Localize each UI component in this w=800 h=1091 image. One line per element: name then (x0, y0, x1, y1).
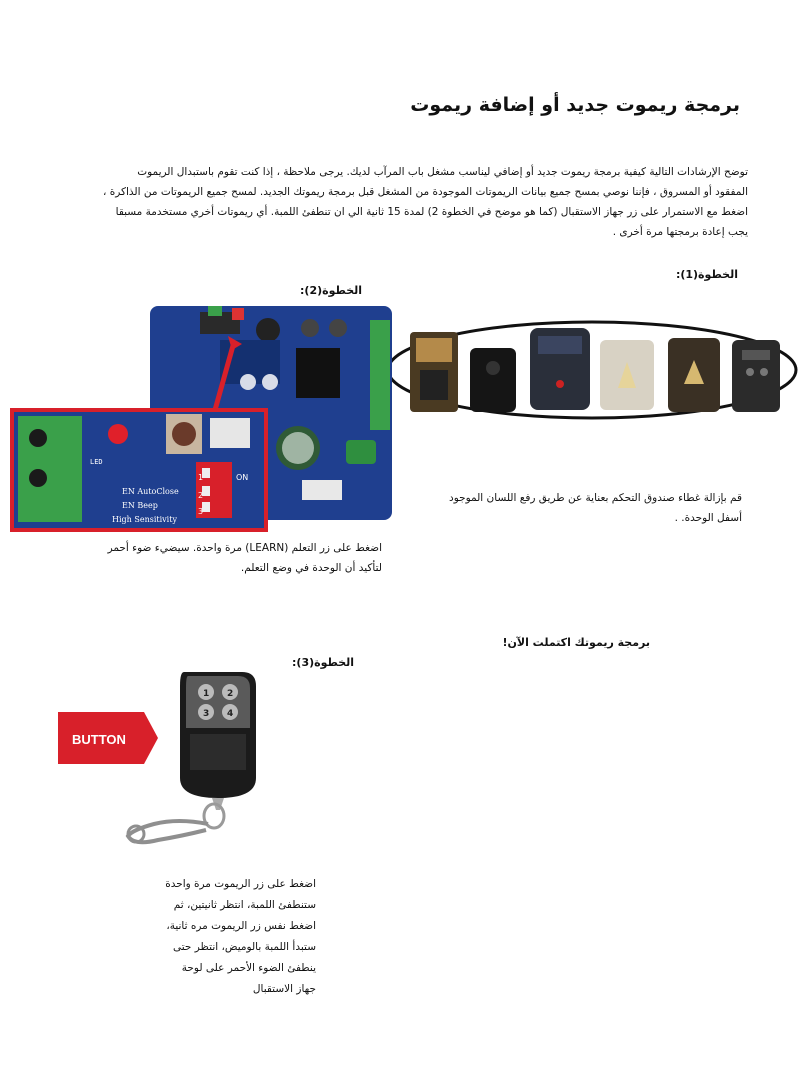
step3-line: ستبدأ اللمبة بالوميض، انتظر حتى (173, 941, 316, 953)
completion-heading: برمجة ريموتك اكتملت الآن! (502, 636, 650, 649)
remote-icon (600, 340, 654, 410)
fob-key-1: 1 (203, 689, 210, 699)
remote-icon (530, 328, 590, 410)
receiver-board-image (10, 300, 400, 540)
remote-icon (668, 338, 720, 412)
fob-key-4: 4 (227, 709, 234, 719)
remote-icon (470, 348, 516, 412)
intro-line: يجب إعادة برمجتها مرة أخرى . (612, 226, 748, 238)
step1-label: الخطوة(1): (675, 268, 738, 281)
board-label-led: LED (90, 458, 103, 466)
intro-paragraph (40, 162, 748, 242)
step2-label: الخطوة(2): (300, 284, 363, 297)
remote-models-image (386, 318, 798, 422)
step3-line: جهاز الاستقبال (252, 983, 316, 995)
remote-icon (410, 332, 458, 412)
step1-line: أسفل الوحدة. . (674, 512, 742, 524)
step1-instructions (412, 488, 742, 528)
fob-key-2: 2 (227, 689, 234, 699)
learn-button-highlight (12, 410, 266, 530)
step2-line: اضغط على زر التعلم (LEARN) مرة واحدة. سيضيء ضوء أحمر (107, 542, 382, 554)
board-label-n3: 3 (198, 507, 204, 516)
board-label-dip3: High Sensitivity (112, 515, 177, 524)
step3-line: اضغط نفس زر الريموت مره ثانية، (166, 920, 316, 932)
board-label-n1: 1 (198, 473, 204, 482)
board-label-dip2: EN Beep (122, 501, 158, 510)
key-fob-image (118, 668, 278, 858)
intro-line: اضغط مع الاستمرار على زر جهاز الاستقبال (كما هو موضح في الخطوة 2) لمدة 15 ثانية الي ان تنطفئ اللمبة. أي ريموتات أخري مستخدمة مسبقا (115, 206, 748, 218)
step3-line: ستنطفئ اللمبة، انتظر ثانيتين، ثم (173, 899, 316, 911)
step3-line: اضغط على زر الريموت مرة واحدة (165, 878, 316, 890)
intro-line: المفقود أو المسروق ، فإننا نوصي بمسح جميع بيانات الريموتات الموجودة من المشغل قبل برمجة ريموتك الجديد. لمسح جميع الريموتات من الذاكرة ، (102, 186, 748, 198)
step2-line: لتأكيد أن الوحدة في وضع التعلم. (240, 562, 382, 574)
intro-line: توضح الإرشادات التالية كيفية برمجة ريموت جديد أو إضافي ليناسب مشغل باب المرآب لديك. يرجى ملاحظة ، إذا كنت تقوم باستبدال الريموت (137, 166, 748, 178)
step1-line: قم بإزالة غطاء صندوق التحكم بعناية عن طريق رفع اللسان الموجود (449, 492, 742, 504)
step2-instructions (42, 538, 382, 578)
fob-key-3: 3 (203, 709, 210, 719)
remote-icon (732, 340, 780, 412)
step3-instructions (165, 874, 316, 1000)
button-tag-label: BUTTON (72, 732, 126, 747)
step3-line: ينطفئ الضوء الأحمر على لوحة (181, 962, 316, 974)
board-label-n2: 2 (198, 491, 204, 500)
step3-label: الخطوة(3): (292, 656, 355, 669)
page-title: برمجة ريموت جديد أو إضافة ريموت (410, 94, 740, 116)
board-label-on: ON (236, 473, 249, 482)
board-label-dip1: EN AutoClose (122, 487, 179, 496)
